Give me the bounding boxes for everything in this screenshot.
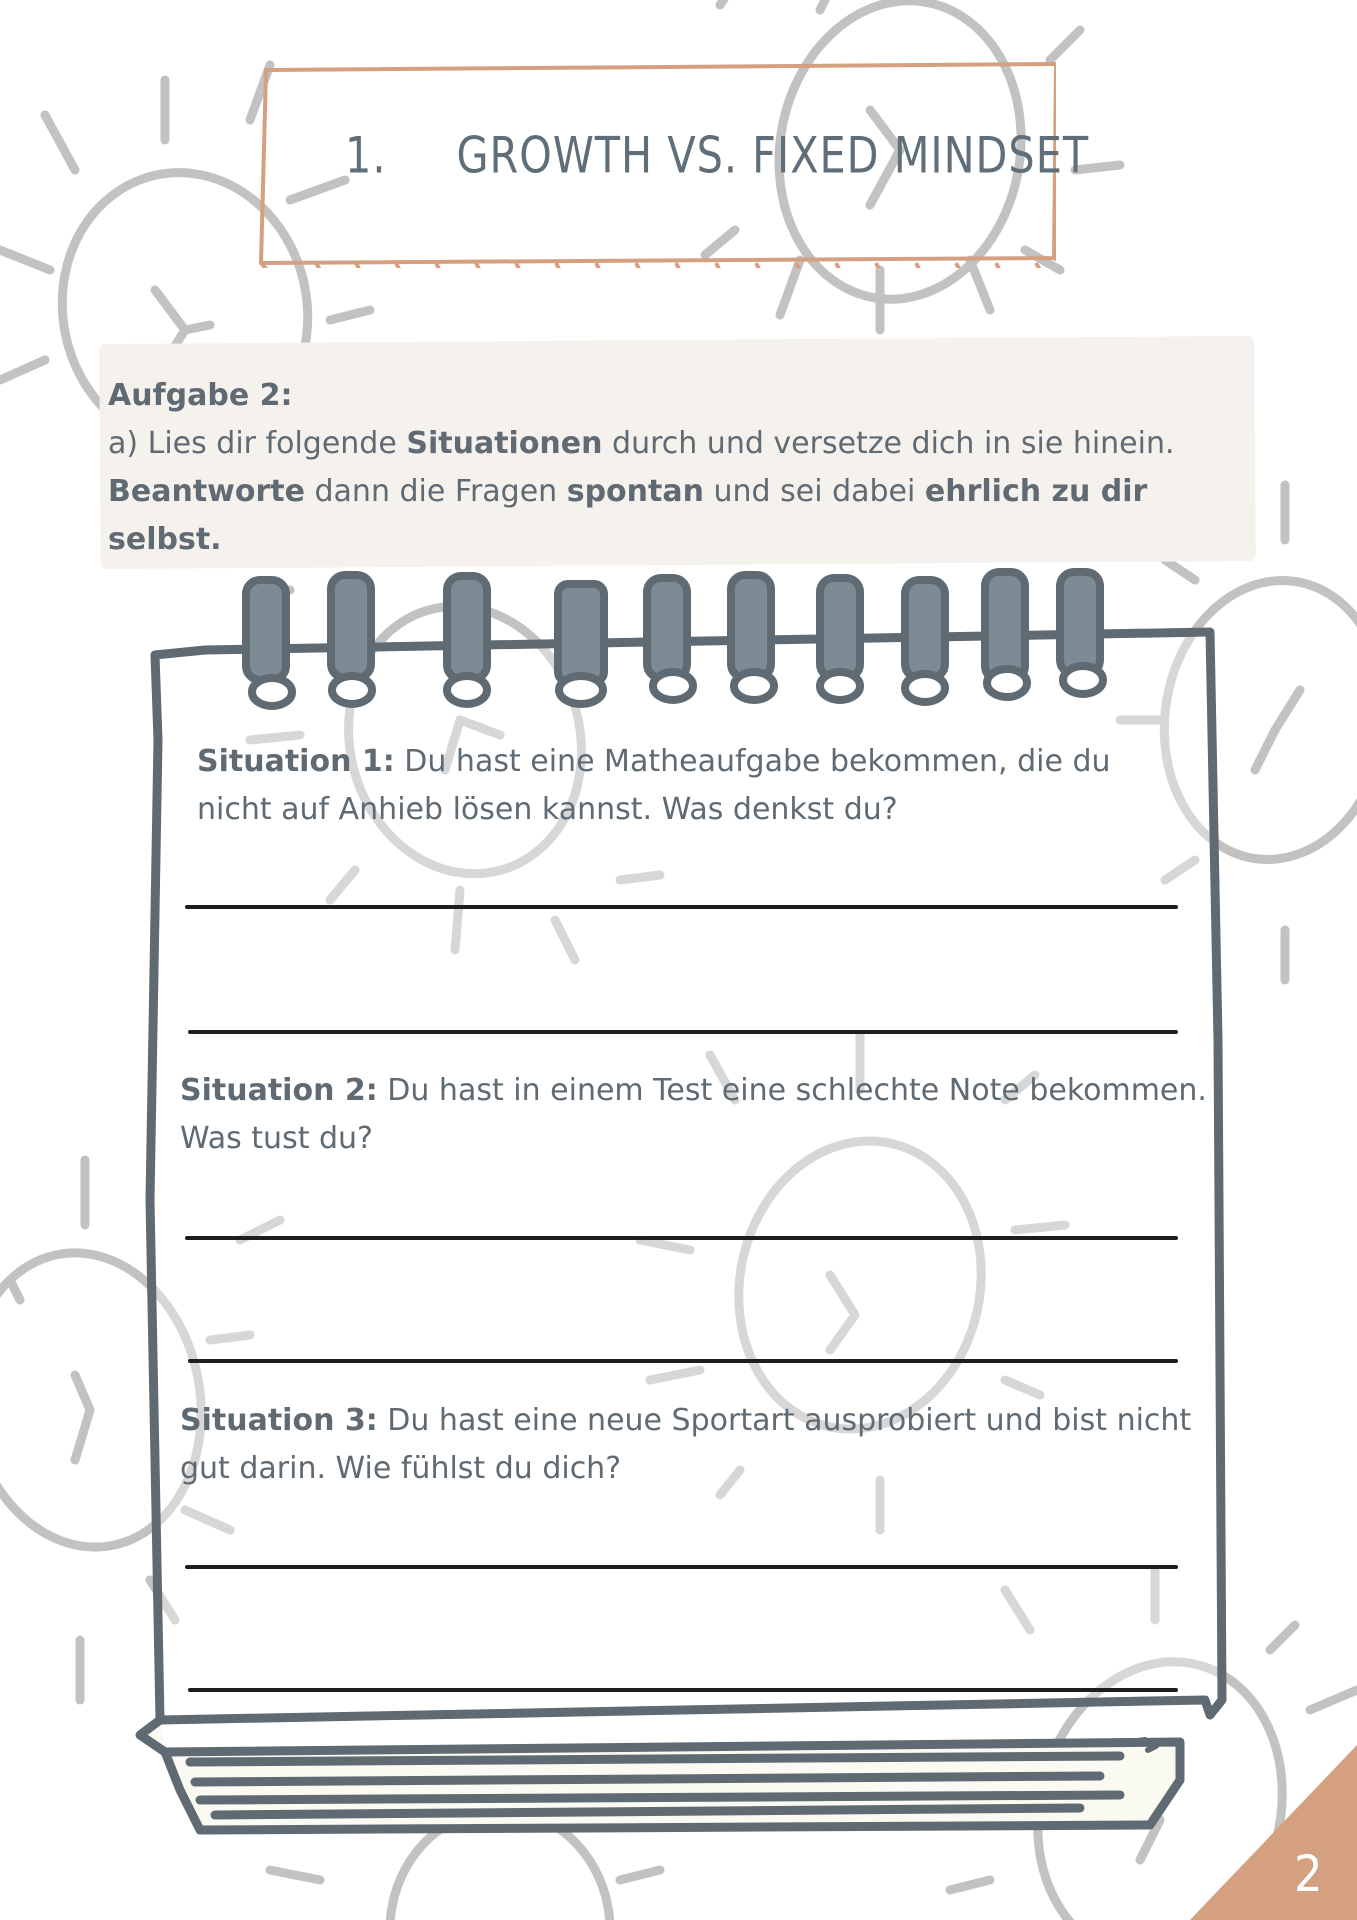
task-text: durch und versetze dich in sie hinein. <box>602 426 1175 461</box>
section-title: GROWTH VS. FIXED MINDSET <box>456 125 1090 185</box>
situation-text: Du hast eine Matheaufgabe bekommen, die du nicht auf Anhieb lösen kannst. Was denkst du? <box>197 744 1111 827</box>
section-number: 1. <box>345 125 387 185</box>
task-text: und sei dabei <box>703 474 925 509</box>
task-emphasis: spontan <box>566 474 704 509</box>
task-emphasis: Beantworte <box>108 474 305 509</box>
situation-label: Situation 1: <box>197 744 395 779</box>
task-text: a) Lies dir folgende <box>108 426 407 461</box>
situation-label: Situation 2: <box>180 1073 378 1108</box>
task-emphasis: Situationen <box>406 426 603 461</box>
task-emphasis: ehrlich zu dir selbst. <box>108 474 1148 557</box>
page-number: 2 <box>1294 1845 1323 1903</box>
task-text: dann die Fragen <box>304 474 567 509</box>
situation-label: Situation 3: <box>180 1403 378 1438</box>
situation-text: Du hast eine neue Sportart ausprobiert und bist nicht gut darin. Wie fühlst du dich? <box>180 1403 1192 1486</box>
task-heading: Aufgabe 2: <box>108 378 293 413</box>
situation-text: Du hast in einem Test eine schlechte Note bekommen. Was tust du? <box>180 1073 1207 1156</box>
